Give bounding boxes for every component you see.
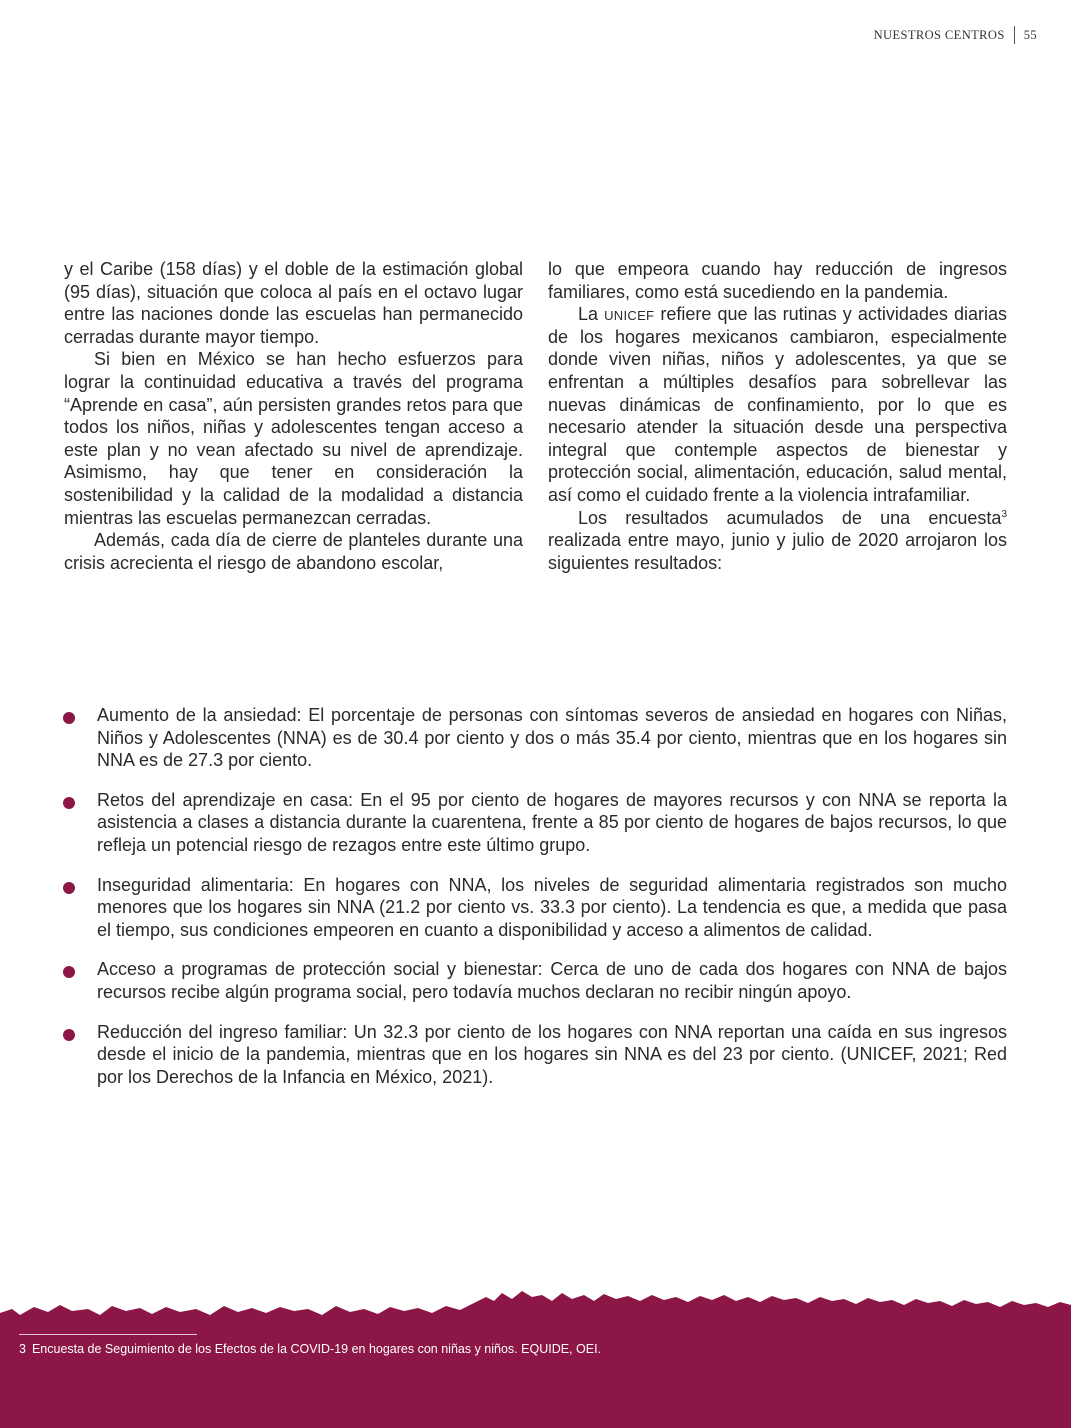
paragraph-prefix: La — [578, 304, 605, 325]
paragraph-body: Los resultados acumulados de una encuesta — [578, 507, 1002, 528]
right-column — [548, 258, 1007, 574]
org-name: unicef — [604, 304, 655, 325]
section-title: NUESTROS CENTROS — [873, 27, 1005, 42]
bullet-dot-icon — [63, 1029, 75, 1041]
list-item-text: Reducción del ingreso familiar: Un 32.3 por ciento de los hogares con NNA reportan una caída en sus ingresos desde el inicio de la pandemia, mientras que en los hogares sin NNA es del 23 por ciento. (UNICEF, 2021; Red por los Derechos de la Infancia en México, 2021). — [97, 1021, 1007, 1087]
bullet-dot-icon — [63, 966, 75, 978]
paragraph: lo que empeora cuando hay reducción de ingresos familiares, como está sucediendo en la pandemia. — [548, 259, 1007, 302]
paragraph — [548, 303, 1007, 506]
results-list — [56, 704, 1007, 1105]
list-item-text: Acceso a programas de protección social y bienestar: Cerca de uno de cada dos hogares con NNA de bajos recursos recibe algún programa social, pero todavía muchos declaran no recibir ningún apoyo. — [97, 959, 1007, 1002]
paragraph-continuation: realizada entre mayo, junio y julio de 2020 arrojaron los siguientes resultados: — [548, 530, 1007, 573]
paragraph-body: refiere que las rutinas y actividades diarias de los hogares mexicanos cambiaron, especialmente donde viven niñas, niños y adolescentes, ya que se enfrentan a múltiples desafíos para sobrellevar las nuevas dinámicas de confinamiento, por lo que es necesario atender la situación desde una perspectiva integral que contemple aspectos de bienestar y protección social, alimentación, educación, salud mental, así como el cuidado frente a la violencia intrafamiliar. — [548, 304, 1007, 505]
bullet-dot-icon — [63, 712, 75, 724]
list-item-text: Retos del aprendizaje en casa: En el 95 por ciento de hogares de mayores recursos y con NNA se reporta la asistencia a clases a distancia durante la cuarentena, frente a 85 por ciento de hogares de bajos recursos, lo que refleja un potencial riesgo de rezagos entre este último grupo. — [97, 789, 1007, 855]
list-item — [56, 1021, 1007, 1089]
paragraph: Si bien en México se han hecho esfuerzos para lograr la continuidad educativa a través del programa “Aprende en casa”, aún persisten grandes retos para que todos los niños, niñas y adolescentes tengan acceso a este plan y no vean afectado su nivel de aprendizaje. Asimismo, hay que tener en consideración la sostenibilidad y la calidad de la modalidad a distancia mientras las escuelas permanezcan cerradas. — [64, 349, 523, 528]
footnote-rule — [19, 1334, 197, 1335]
list-item-text: Inseguridad alimentaria: En hogares con NNA, los niveles de seguridad alimentaria registrados son mucho menores que los hogares sin NNA (21.2 por ciento vs. 33.3 por ciento). La tendencia es que, a medida que pasa el tiempo, sus condiciones empeoren en cuanto a disponibilidad y acceso a alimentos de calidad. — [97, 874, 1007, 940]
running-header — [874, 26, 1037, 44]
footer-grass-band — [0, 1285, 1071, 1428]
left-column — [64, 258, 523, 574]
list-item-text: Aumento de la ansiedad: El porcentaje de personas con síntomas severos de ansiedad en hogares con Niñas, Niños y Adolescentes (NNA) es de 30.4 por ciento y dos o más 35.4 por ciento, mientras que en los hogares sin NNA es de 27.3 por ciento. — [97, 705, 1007, 771]
bullet-dot-icon — [63, 882, 75, 894]
footnote-text: Encuesta de Seguimiento de los Efectos de la COVID-19 en hogares con niñas y niños. EQUIDE, OEI. — [31, 1342, 602, 1356]
list-item — [56, 704, 1007, 772]
list-item — [56, 789, 1007, 857]
list-item — [56, 958, 1007, 1003]
paragraph: y el Caribe (158 días) y el doble de la estimación global (95 días), situación que coloca al país en el octavo lugar entre las naciones donde las escuelas han permanecido cerradas durante mayor tiempo. — [64, 259, 523, 347]
bullet-dot-icon — [63, 797, 75, 809]
list-item — [56, 874, 1007, 942]
paragraph: Además, cada día de cierre de planteles durante una crisis acrecienta el riesgo de abandono escolar, — [64, 530, 523, 573]
footnote — [19, 1342, 1019, 1356]
paragraph — [548, 507, 1007, 575]
footnote-number: 3 — [19, 1342, 26, 1356]
footnote-reference: 3 — [1001, 508, 1007, 520]
page-number: 55 — [1023, 27, 1037, 42]
header-divider — [1014, 26, 1015, 44]
